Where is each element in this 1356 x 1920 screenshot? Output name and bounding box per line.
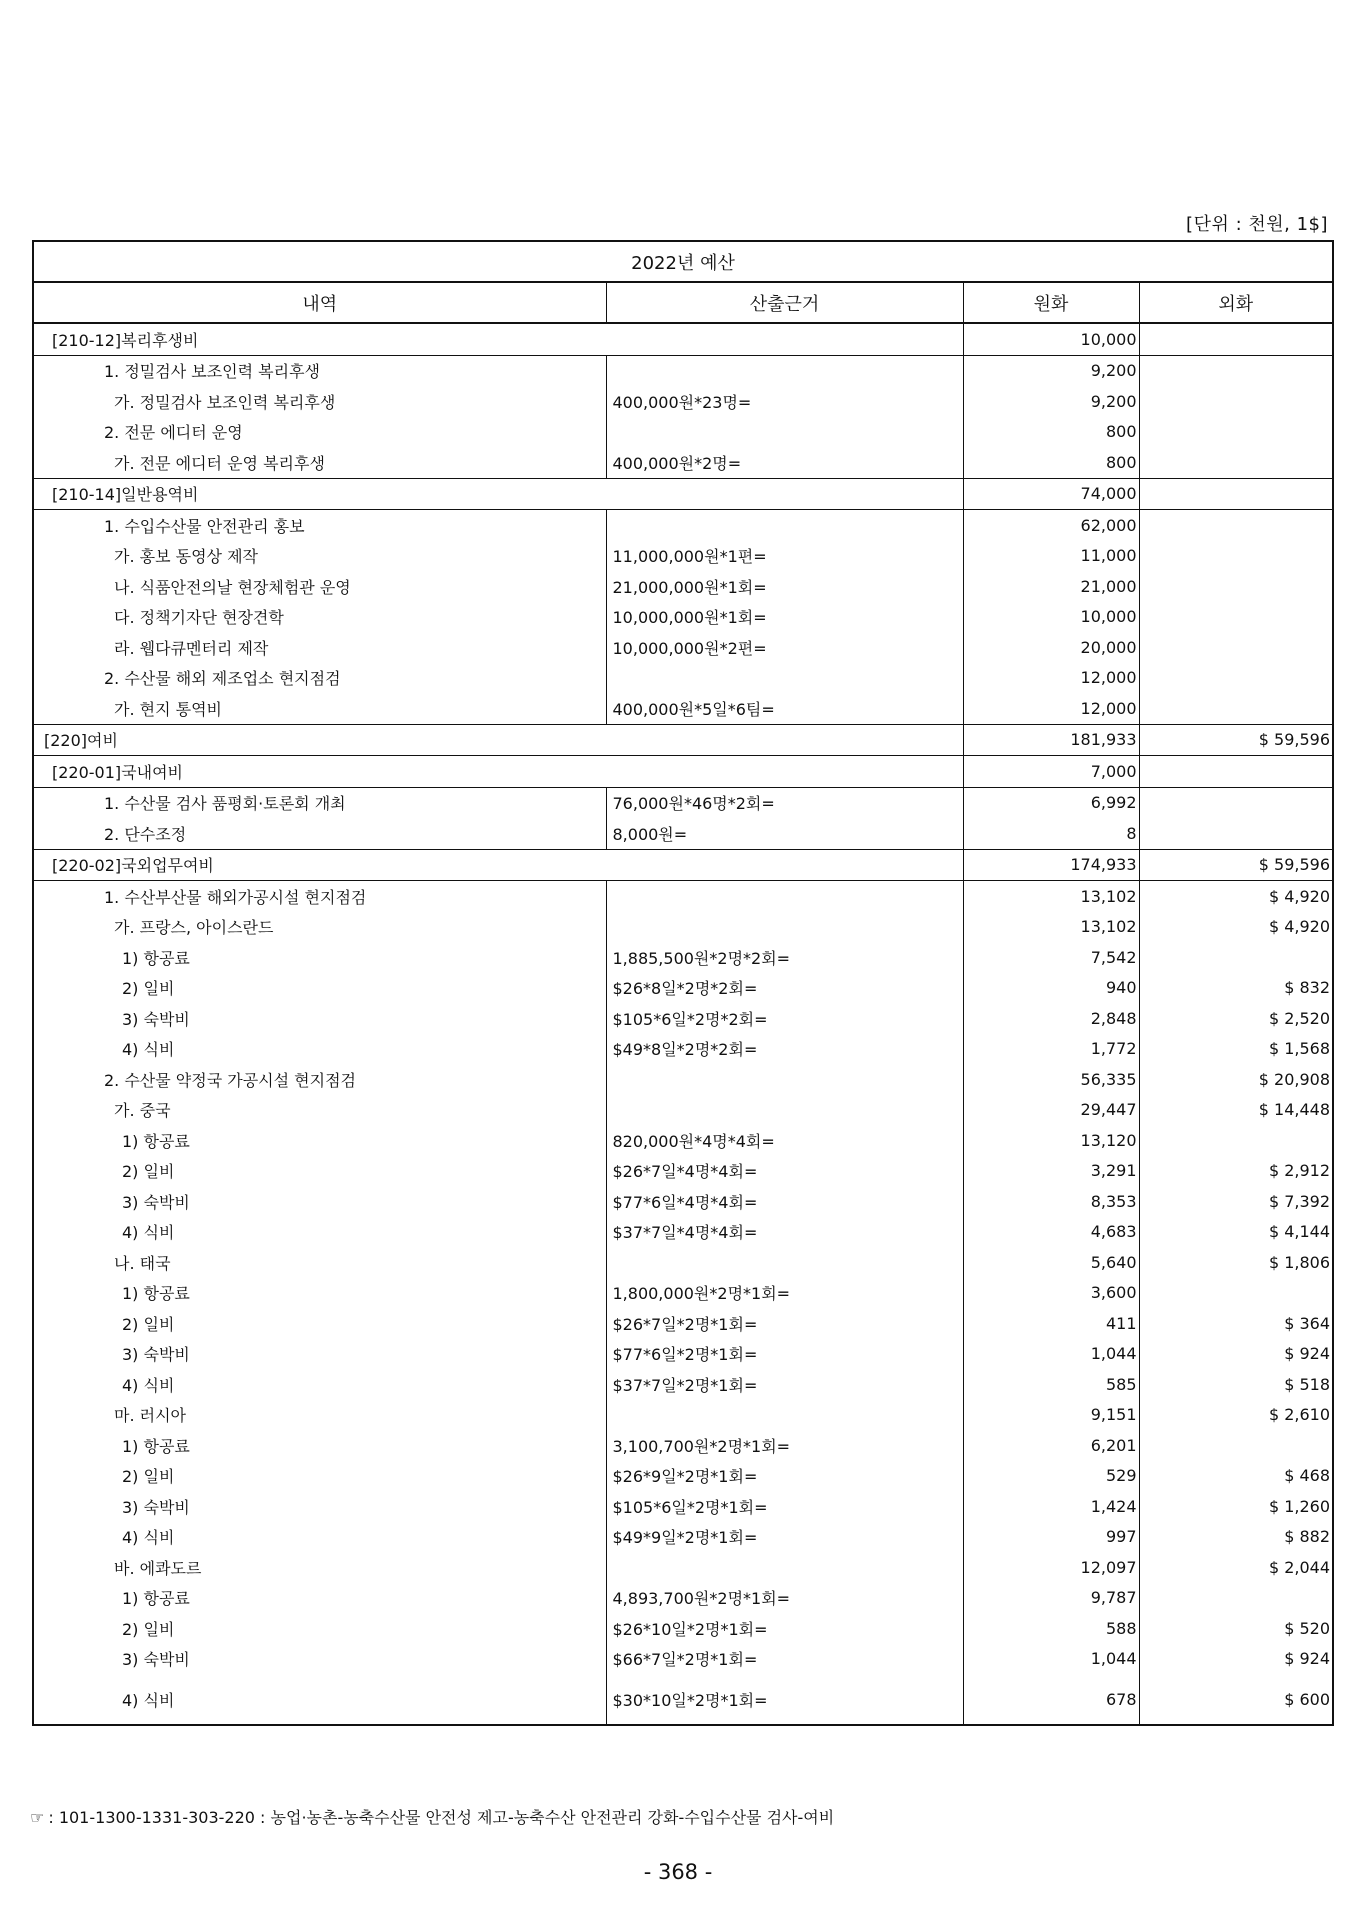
item-cell: 1. 수입수산물 안전관리 홍보: [33, 510, 606, 541]
item-cell: 3) 숙박비: [33, 1186, 606, 1217]
item-cell: 4) 식비: [33, 1217, 606, 1248]
fx-cell: [1139, 602, 1333, 633]
basis-cell: 400,000원*23명=: [606, 386, 963, 417]
krw-cell: 74,000: [963, 478, 1139, 510]
krw-cell: 56,335: [963, 1064, 1139, 1095]
fx-cell: $ 2,044: [1139, 1552, 1333, 1583]
col-fx-header: 외화: [1139, 282, 1333, 323]
item-cell: 4) 식비: [33, 1034, 606, 1065]
fx-cell: $ 600: [1139, 1674, 1333, 1725]
basis-cell: [606, 1400, 963, 1431]
item-cell: 1) 항공료: [33, 1278, 606, 1309]
table-row: [33, 912, 1333, 943]
krw-cell: 10,000: [963, 323, 1139, 355]
basis-cell: $26*7일*4명*4회=: [606, 1156, 963, 1187]
krw-cell: 2,848: [963, 1003, 1139, 1034]
item-cell: 다. 정책기자단 현장견학: [33, 602, 606, 633]
krw-cell: 6,201: [963, 1430, 1139, 1461]
table-row: [33, 973, 1333, 1004]
item-cell: 바. 에콰도르: [33, 1552, 606, 1583]
basis-cell: $37*7일*4명*4회=: [606, 1217, 963, 1248]
fx-cell: $ 882: [1139, 1522, 1333, 1553]
item-cell: 가. 정밀검사 보조인력 복리후생: [33, 386, 606, 417]
table-row: [33, 355, 1333, 386]
fx-cell: $ 1,806: [1139, 1247, 1333, 1278]
table-row: [33, 386, 1333, 417]
table-row: [33, 1217, 1333, 1248]
fx-cell: [1139, 478, 1333, 510]
table-row: [33, 1308, 1333, 1339]
fx-cell: $ 518: [1139, 1369, 1333, 1400]
table-row: [33, 632, 1333, 663]
table-row: [33, 942, 1333, 973]
item-cell: 2) 일비: [33, 1156, 606, 1187]
fx-cell: $ 4,920: [1139, 912, 1333, 943]
table-row: [33, 1644, 1333, 1675]
item-cell: 1. 정밀검사 보조인력 복리후생: [33, 355, 606, 386]
fx-cell: $ 59,596: [1139, 724, 1333, 756]
krw-cell: 29,447: [963, 1095, 1139, 1126]
item-cell: 가. 프랑스, 아이스란드: [33, 912, 606, 943]
fx-cell: $ 1,568: [1139, 1034, 1333, 1065]
fx-cell: $ 2,520: [1139, 1003, 1333, 1034]
table-row: [33, 1278, 1333, 1309]
table-row: [33, 881, 1333, 912]
basis-cell: 1,800,000원*2명*1회=: [606, 1278, 963, 1309]
table-row: [33, 1461, 1333, 1492]
fx-cell: [1139, 386, 1333, 417]
item-cell: 1) 항공료: [33, 1583, 606, 1614]
krw-cell: 529: [963, 1461, 1139, 1492]
krw-cell: 3,600: [963, 1278, 1139, 1309]
krw-cell: 12,097: [963, 1552, 1139, 1583]
fx-cell: $ 832: [1139, 973, 1333, 1004]
basis-cell: $49*8일*2명*2회=: [606, 1034, 963, 1065]
footnote: [30, 1805, 834, 1828]
fx-cell: [1139, 818, 1333, 849]
basis-cell: $26*8일*2명*2회=: [606, 973, 963, 1004]
item-cell: 4) 식비: [33, 1522, 606, 1553]
item-cell: 마. 러시아: [33, 1400, 606, 1431]
krw-cell: 940: [963, 973, 1139, 1004]
basis-cell: 4,893,700원*2명*1회=: [606, 1583, 963, 1614]
krw-cell: 800: [963, 417, 1139, 448]
pointing-hand-icon: ☞: [30, 1808, 45, 1827]
table-row: [33, 1034, 1333, 1065]
table-row: [33, 1522, 1333, 1553]
fx-cell: [1139, 1278, 1333, 1309]
table-row: [33, 1064, 1333, 1095]
basis-cell: 11,000,000원*1편=: [606, 541, 963, 572]
fx-cell: $ 520: [1139, 1613, 1333, 1644]
fx-cell: [1139, 1430, 1333, 1461]
item-cell: 3) 숙박비: [33, 1003, 606, 1034]
budget-year-header: 2022년 예산: [33, 241, 1333, 282]
krw-cell: 174,933: [963, 849, 1139, 881]
krw-cell: 1,424: [963, 1491, 1139, 1522]
fx-cell: [1139, 323, 1333, 355]
krw-cell: 1,772: [963, 1034, 1139, 1065]
table-row: [33, 571, 1333, 602]
fx-cell: $ 59,596: [1139, 849, 1333, 881]
item-cell: [220]여비: [33, 724, 963, 756]
basis-cell: 820,000원*4명*4회=: [606, 1125, 963, 1156]
fx-cell: [1139, 447, 1333, 478]
fx-cell: [1139, 541, 1333, 572]
table-row: [33, 447, 1333, 478]
table-row: [33, 1491, 1333, 1522]
krw-cell: 12,000: [963, 663, 1139, 694]
table-row: [33, 1613, 1333, 1644]
item-cell: [210-12]복리후생비: [33, 323, 963, 355]
krw-cell: 8,353: [963, 1186, 1139, 1217]
table-row: [33, 602, 1333, 633]
table-row: [33, 1339, 1333, 1370]
table-row: [33, 1552, 1333, 1583]
krw-cell: 7,542: [963, 942, 1139, 973]
krw-cell: 13,102: [963, 881, 1139, 912]
table-row: [33, 1583, 1333, 1614]
fx-cell: $ 20,908: [1139, 1064, 1333, 1095]
krw-cell: 21,000: [963, 571, 1139, 602]
item-cell: 2. 수산물 해외 제조업소 현지점검: [33, 663, 606, 694]
item-cell: 1) 항공료: [33, 1430, 606, 1461]
item-cell: 2. 전문 에디터 운영: [33, 417, 606, 448]
section-row: [33, 478, 1333, 510]
krw-cell: 4,683: [963, 1217, 1139, 1248]
table-row: [33, 1369, 1333, 1400]
krw-cell: 7,000: [963, 756, 1139, 788]
fx-cell: $ 4,144: [1139, 1217, 1333, 1248]
table-row: [33, 693, 1333, 724]
krw-cell: 13,102: [963, 912, 1139, 943]
krw-cell: 585: [963, 1369, 1139, 1400]
fx-cell: [1139, 663, 1333, 694]
fx-cell: [1139, 787, 1333, 818]
basis-cell: [606, 417, 963, 448]
basis-cell: $30*10일*2명*1회=: [606, 1674, 963, 1725]
item-cell: 1) 항공료: [33, 1125, 606, 1156]
col-item-header: 내역: [33, 282, 606, 323]
item-cell: 3) 숙박비: [33, 1644, 606, 1675]
item-cell: 2. 수산물 약정국 가공시설 현지점검: [33, 1064, 606, 1095]
basis-cell: 400,000원*5일*6팀=: [606, 693, 963, 724]
item-cell: 가. 중국: [33, 1095, 606, 1126]
krw-cell: 12,000: [963, 693, 1139, 724]
fx-cell: $ 7,392: [1139, 1186, 1333, 1217]
basis-cell: 8,000원=: [606, 818, 963, 849]
fx-cell: [1139, 510, 1333, 541]
item-cell: 2) 일비: [33, 1461, 606, 1492]
table-header: [33, 241, 1333, 323]
basis-cell: $105*6일*2명*1회=: [606, 1491, 963, 1522]
fx-cell: [1139, 1125, 1333, 1156]
fx-cell: [1139, 571, 1333, 602]
basis-cell: [606, 1247, 963, 1278]
item-cell: 3) 숙박비: [33, 1491, 606, 1522]
basis-cell: $37*7일*2명*1회=: [606, 1369, 963, 1400]
table-row: [33, 1095, 1333, 1126]
fx-cell: $ 1,260: [1139, 1491, 1333, 1522]
basis-cell: $66*7일*2명*1회=: [606, 1644, 963, 1675]
basis-cell: $26*10일*2명*1회=: [606, 1613, 963, 1644]
basis-cell: [606, 881, 963, 912]
krw-cell: 588: [963, 1613, 1139, 1644]
table-row: [33, 417, 1333, 448]
fx-cell: $ 14,448: [1139, 1095, 1333, 1126]
item-cell: 3) 숙박비: [33, 1339, 606, 1370]
krw-cell: 10,000: [963, 602, 1139, 633]
table-row: [33, 1674, 1333, 1725]
fx-cell: $ 924: [1139, 1644, 1333, 1675]
fx-cell: $ 468: [1139, 1461, 1333, 1492]
krw-cell: 62,000: [963, 510, 1139, 541]
basis-cell: $77*6일*2명*1회=: [606, 1339, 963, 1370]
fx-cell: $ 364: [1139, 1308, 1333, 1339]
krw-cell: 9,200: [963, 386, 1139, 417]
item-cell: 가. 현지 통역비: [33, 693, 606, 724]
fx-cell: $ 924: [1139, 1339, 1333, 1370]
fx-cell: $ 2,610: [1139, 1400, 1333, 1431]
krw-cell: 13,120: [963, 1125, 1139, 1156]
krw-cell: 997: [963, 1522, 1139, 1553]
krw-cell: 11,000: [963, 541, 1139, 572]
fx-cell: [1139, 632, 1333, 663]
fx-cell: [1139, 693, 1333, 724]
section-row: [33, 323, 1333, 355]
item-cell: [220-01]국내여비: [33, 756, 963, 788]
table-row: [33, 1156, 1333, 1187]
basis-cell: 3,100,700원*2명*1회=: [606, 1430, 963, 1461]
fx-cell: $ 2,912: [1139, 1156, 1333, 1187]
table-body: [33, 323, 1333, 1725]
krw-cell: 5,640: [963, 1247, 1139, 1278]
item-cell: 나. 태국: [33, 1247, 606, 1278]
krw-cell: 9,200: [963, 355, 1139, 386]
item-cell: 4) 식비: [33, 1674, 606, 1725]
basis-cell: [606, 663, 963, 694]
table-row: [33, 663, 1333, 694]
basis-cell: 21,000,000원*1회=: [606, 571, 963, 602]
table-row: [33, 818, 1333, 849]
table-row: [33, 1186, 1333, 1217]
item-cell: 2) 일비: [33, 1308, 606, 1339]
basis-cell: 10,000,000원*1회=: [606, 602, 963, 633]
krw-cell: 6,992: [963, 787, 1139, 818]
fx-cell: [1139, 756, 1333, 788]
basis-cell: 76,000원*46명*2회=: [606, 787, 963, 818]
krw-cell: 9,151: [963, 1400, 1139, 1431]
unit-label: [단위 : 천원, 1$]: [1186, 214, 1328, 235]
krw-cell: 1,044: [963, 1339, 1139, 1370]
fx-cell: [1139, 417, 1333, 448]
section-row: [33, 724, 1333, 756]
basis-cell: [606, 510, 963, 541]
basis-cell: 1,885,500원*2명*2회=: [606, 942, 963, 973]
table-row: [33, 510, 1333, 541]
fx-cell: [1139, 355, 1333, 386]
item-cell: 가. 전문 에디터 운영 복리후생: [33, 447, 606, 478]
footnote-text: : 101-1300-1331-303-220 : 농업·농촌-농축수산물 안전성 제고-농축수산 안전관리 강화-수입수산물 검사-여비: [48, 1808, 835, 1827]
item-cell: 2) 일비: [33, 1613, 606, 1644]
page-number: - 368 -: [643, 1860, 713, 1884]
item-cell: [220-02]국외업무여비: [33, 849, 963, 881]
fx-cell: [1139, 942, 1333, 973]
krw-cell: 800: [963, 447, 1139, 478]
budget-table: [32, 240, 1334, 1726]
item-cell: 1. 수산물 검사 품평회·토론회 개최: [33, 787, 606, 818]
item-cell: [210-14]일반용역비: [33, 478, 963, 510]
basis-cell: $49*9일*2명*1회=: [606, 1522, 963, 1553]
section-row: [33, 849, 1333, 881]
table-row: [33, 1003, 1333, 1034]
item-cell: 1) 항공료: [33, 942, 606, 973]
krw-cell: 8: [963, 818, 1139, 849]
basis-cell: $105*6일*2명*2회=: [606, 1003, 963, 1034]
table-row: [33, 1247, 1333, 1278]
krw-cell: 181,933: [963, 724, 1139, 756]
krw-cell: 678: [963, 1674, 1139, 1725]
basis-cell: [606, 1552, 963, 1583]
krw-cell: 411: [963, 1308, 1139, 1339]
basis-cell: [606, 1095, 963, 1126]
table-row: [33, 1430, 1333, 1461]
krw-cell: 9,787: [963, 1583, 1139, 1614]
table-row: [33, 1125, 1333, 1156]
basis-cell: [606, 912, 963, 943]
item-cell: 4) 식비: [33, 1369, 606, 1400]
item-cell: 2) 일비: [33, 973, 606, 1004]
table-row: [33, 787, 1333, 818]
col-basis-header: 산출근거: [606, 282, 963, 323]
table-row: [33, 1400, 1333, 1431]
section-row: [33, 756, 1333, 788]
basis-cell: [606, 355, 963, 386]
basis-cell: $77*6일*4명*4회=: [606, 1186, 963, 1217]
item-cell: 나. 식품안전의날 현장체험관 운영: [33, 571, 606, 602]
basis-cell: [606, 1064, 963, 1095]
fx-cell: [1139, 1583, 1333, 1614]
basis-cell: 400,000원*2명=: [606, 447, 963, 478]
krw-cell: 20,000: [963, 632, 1139, 663]
fx-cell: $ 4,920: [1139, 881, 1333, 912]
table-row: [33, 541, 1333, 572]
item-cell: 라. 웹다큐멘터리 제작: [33, 632, 606, 663]
krw-cell: 3,291: [963, 1156, 1139, 1187]
krw-cell: 1,044: [963, 1644, 1139, 1675]
basis-cell: $26*9일*2명*1회=: [606, 1461, 963, 1492]
col-krw-header: 원화: [963, 282, 1139, 323]
basis-cell: $26*7일*2명*1회=: [606, 1308, 963, 1339]
item-cell: 1. 수산부산물 해외가공시설 현지점검: [33, 881, 606, 912]
basis-cell: 10,000,000원*2편=: [606, 632, 963, 663]
item-cell: 2. 단수조정: [33, 818, 606, 849]
item-cell: 가. 홍보 동영상 제작: [33, 541, 606, 572]
